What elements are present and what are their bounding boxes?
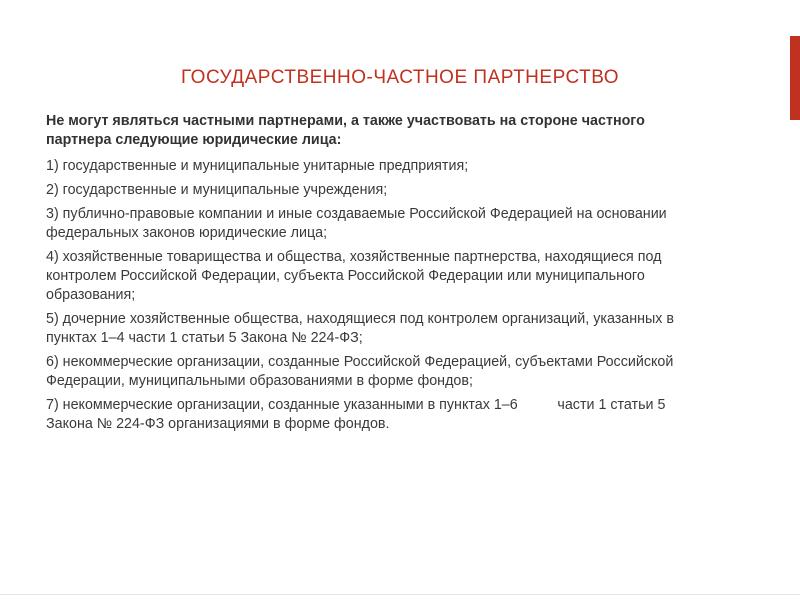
list-item-4: 4) хозяйственные товарищества и общества, хозяйственные партнерства, находящиеся под контролем Российской Федерации, субъекта Российской Федерации или муниципального образования; (46, 249, 662, 303)
item-list (46, 157, 706, 434)
list-item-7: 7) некоммерческие организации, созданные указанными в пунктах 1–6 части 1 статьи 5 Закона № 224-ФЗ организациями в форме фондов. (46, 397, 670, 432)
list-item-5: 5) дочерние хозяйственные общества, находящиеся под контролем организаций, указанных в пунктах 1–4 части 1 статьи 5 Закона № 224-ФЗ; (46, 311, 675, 346)
list-item-1: 1) государственные и муниципальные унитарные предприятия; (46, 158, 469, 174)
bottom-divider (0, 594, 800, 595)
list-item-3: 3) публично-правовые компании и иные создаваемые Российской Федерацией на основании федеральных законов юридические лица; (46, 206, 667, 241)
slide-content (46, 112, 706, 439)
list-item-6: 6) некоммерческие организации, созданные Российской Федерацией, субъектами Российской Федерации, муниципальными образованиями в форме фондов; (46, 354, 674, 389)
lead-paragraph: Не могут являться частными партнерами, а также участвовать на стороне частного партнера следующие юридические лица: (46, 113, 645, 148)
list-item-2: 2) государственные и муниципальные учреждения; (46, 182, 388, 198)
slide-title: ГОСУДАРСТВЕННО-ЧАСТНОЕ ПАРТНЕРСТВО (180, 67, 620, 88)
